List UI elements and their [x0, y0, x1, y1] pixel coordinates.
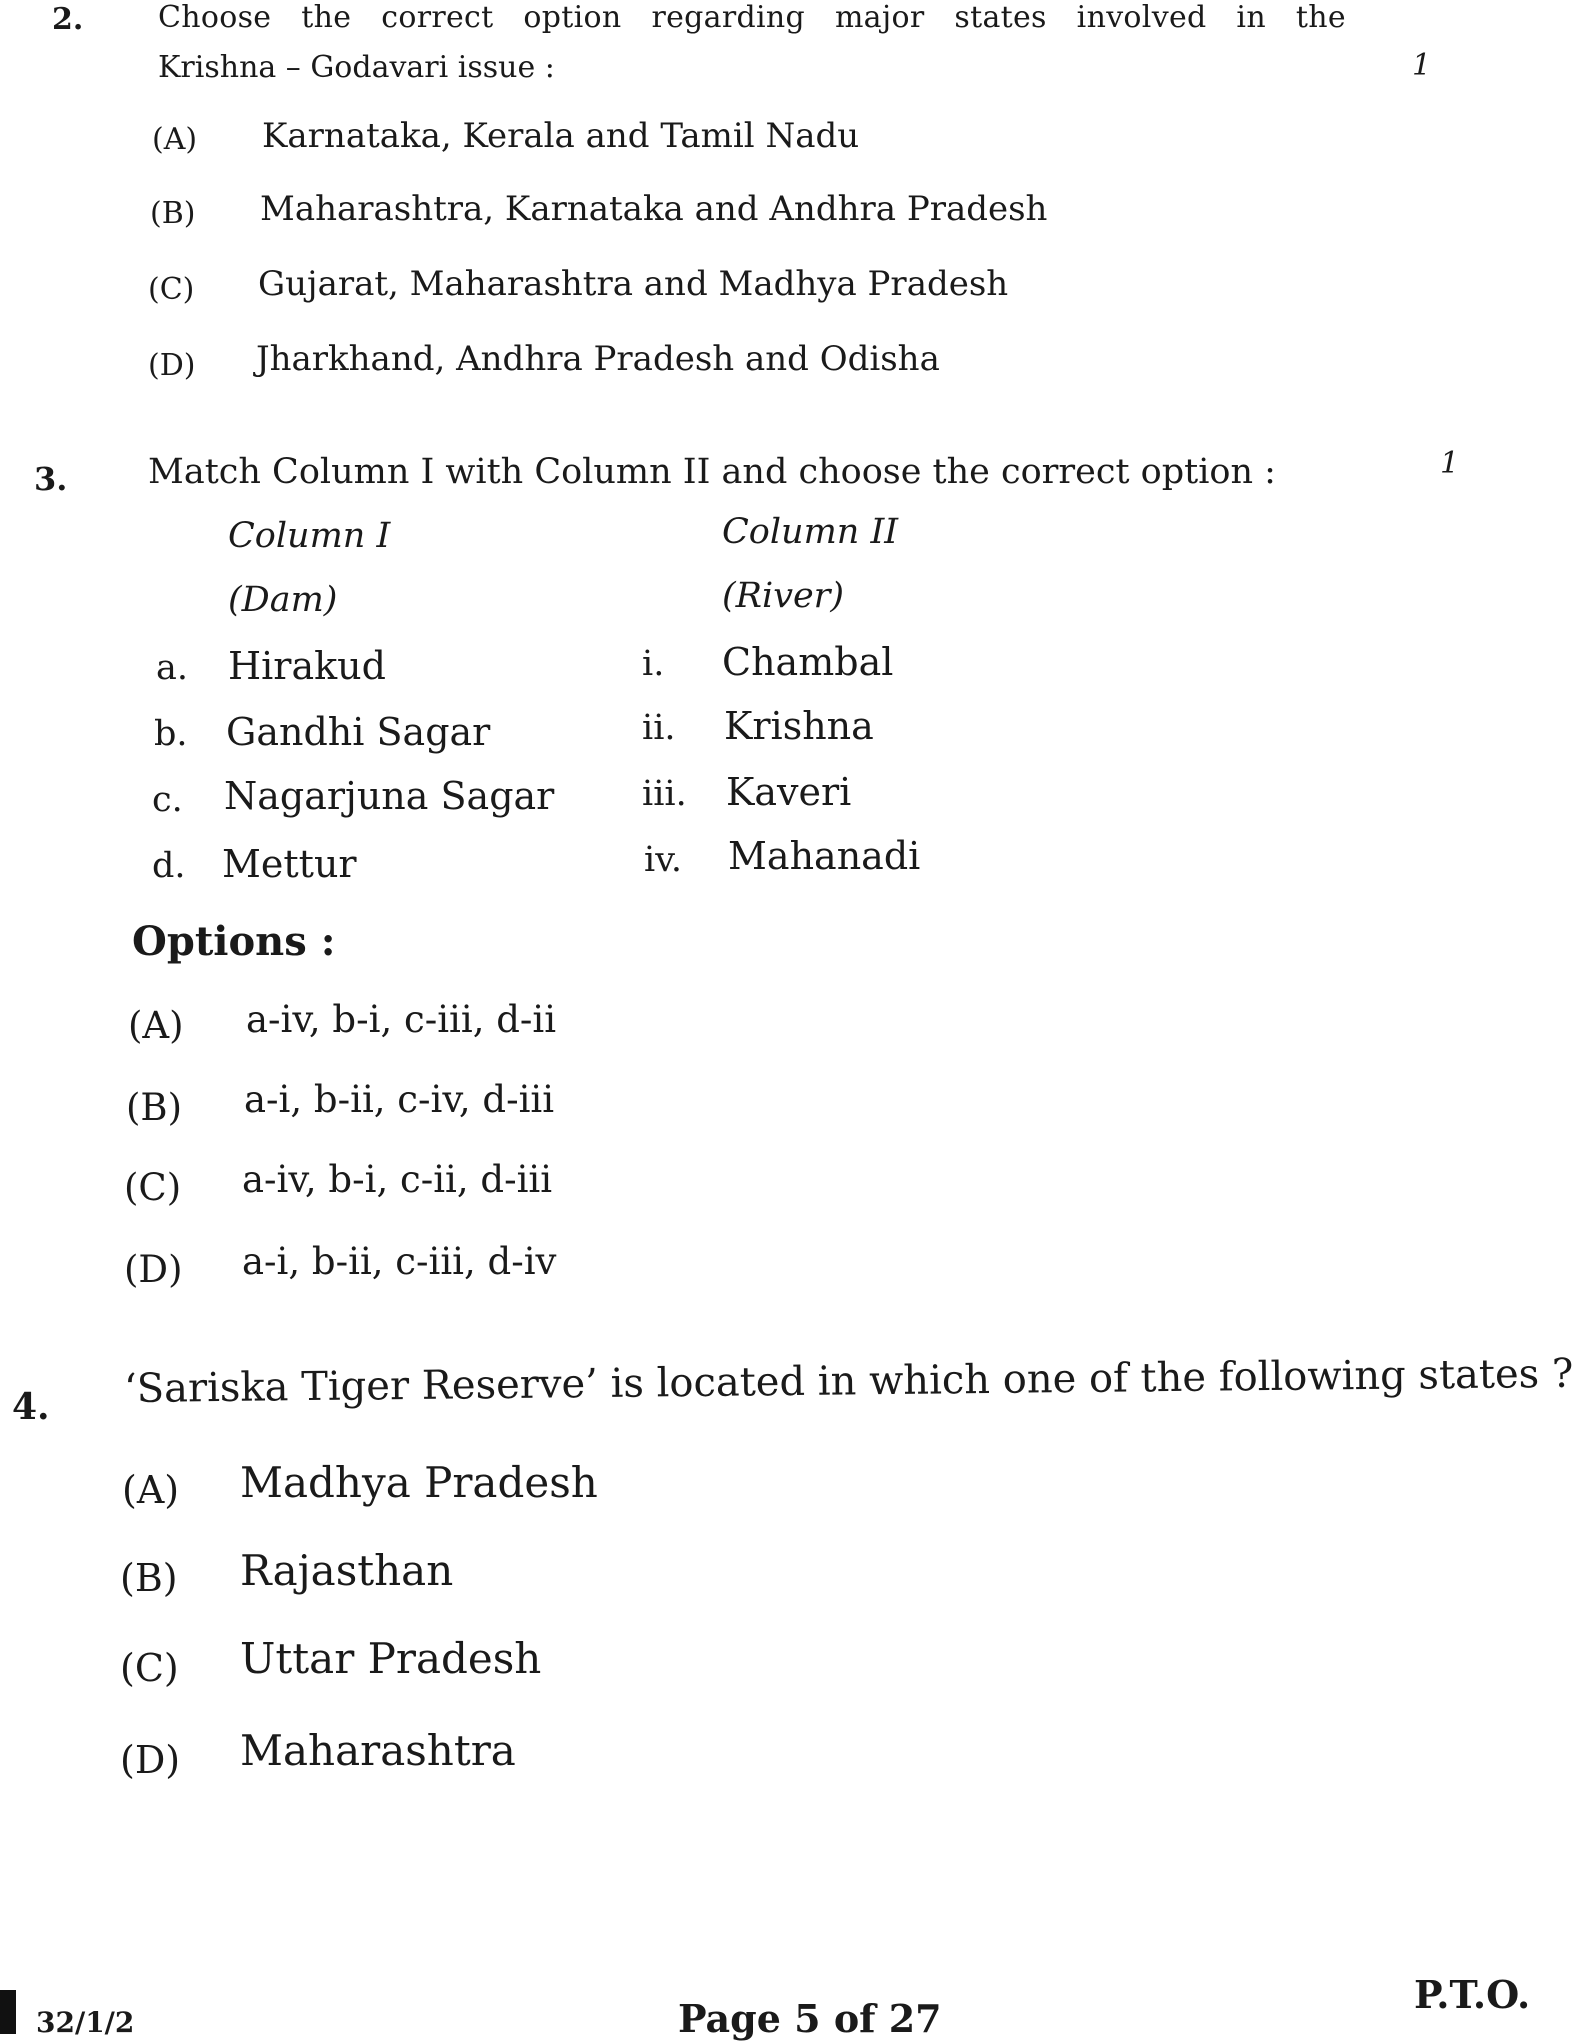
- q2-option-c-text: Gujarat, Maharashtra and Madhya Pradesh: [258, 264, 1009, 304]
- q2-option-b-letter: (B): [150, 196, 196, 231]
- q4-option-b-letter: (B): [120, 1556, 178, 1600]
- q4-option-a-letter: (A): [122, 1468, 180, 1512]
- column2-item-iii-text: Kaveri: [726, 770, 852, 814]
- q3-option-b-letter: (B): [126, 1086, 183, 1129]
- q4-option-c-text: Uttar Pradesh: [240, 1634, 542, 1683]
- question-3-text: Match Column I with Column II and choose the correct option :: [148, 452, 1276, 492]
- column1-item-b-text: Gandhi Sagar: [226, 710, 491, 754]
- column1-title: Column I: [228, 516, 391, 556]
- column1-item-d-text: Mettur: [222, 842, 357, 886]
- q3-option-b-text: a-i, b-ii, c-iv, d-iii: [244, 1078, 555, 1121]
- q2-word: Choose: [158, 0, 272, 35]
- column2-item-iii-label: iii.: [642, 774, 687, 814]
- q4-option-b-text: Rajasthan: [240, 1546, 454, 1595]
- q2-option-a-text: Karnataka, Kerala and Tamil Nadu: [262, 116, 860, 156]
- footer-paper-code: 32/1/2: [36, 2006, 135, 2039]
- column2-title: Column II: [722, 512, 899, 552]
- question-4-number: 4.: [12, 1386, 50, 1428]
- column2-item-iv-label: iv.: [644, 840, 682, 880]
- q2-word: correct: [381, 0, 494, 35]
- question-3-marks: 1: [1440, 446, 1460, 481]
- column2-item-ii-text: Krishna: [724, 704, 874, 748]
- column2-item-ii-label: ii.: [642, 708, 676, 748]
- column2-subtitle: (River): [722, 576, 845, 616]
- footer-margin-bar: [0, 1990, 16, 2034]
- column1-item-c-text: Nagarjuna Sagar: [224, 774, 555, 818]
- question-2-number: 2.: [52, 2, 84, 37]
- footer-page-number: Page 5 of 27: [678, 1996, 942, 2041]
- q2-option-d-letter: (D): [148, 348, 196, 383]
- q3-option-d-text: a-i, b-ii, c-iii, d-iv: [242, 1240, 557, 1283]
- column2-item-i-label: i.: [642, 644, 665, 684]
- question-2-marks: 1: [1412, 48, 1432, 83]
- q4-option-a-text: Madhya Pradesh: [240, 1458, 598, 1507]
- column2-item-iv-text: Mahanadi: [728, 834, 921, 878]
- q3-option-d-letter: (D): [124, 1248, 183, 1291]
- question-4-text: ‘Sariska Tiger Reserve’ is located in which one of the following states ?: [123, 1350, 1574, 1412]
- column2-item-i-text: Chambal: [722, 640, 894, 684]
- q4-option-d-text: Maharashtra: [240, 1726, 516, 1775]
- q4-option-d-letter: (D): [120, 1738, 181, 1782]
- q2-word: regarding: [651, 0, 806, 35]
- q2-word: the: [1295, 0, 1346, 35]
- q2-option-b-text: Maharashtra, Karnataka and Andhra Pradesh: [260, 189, 1048, 229]
- options-heading: Options :: [132, 918, 336, 965]
- question-3-number: 3.: [34, 460, 68, 498]
- question-2-text-line1: [158, 0, 1346, 35]
- q3-option-a-letter: (A): [128, 1004, 184, 1047]
- q2-word: major: [834, 0, 925, 35]
- q3-option-c-letter: (C): [124, 1166, 182, 1209]
- q2-option-c-letter: (C): [148, 272, 195, 307]
- column1-item-a-text: Hirakud: [228, 644, 386, 688]
- column1-subtitle: (Dam): [228, 580, 338, 620]
- footer-pto: P.T.O.: [1414, 1972, 1531, 2017]
- q2-word: involved: [1076, 0, 1207, 35]
- q2-word: in: [1236, 0, 1266, 35]
- column1-item-a-label: a.: [156, 648, 188, 688]
- column1-item-d-label: d.: [152, 846, 186, 886]
- q4-option-c-letter: (C): [120, 1646, 179, 1690]
- q2-option-d-text: Jharkhand, Andhra Pradesh and Odisha: [256, 339, 940, 379]
- column1-item-c-label: c.: [152, 780, 183, 820]
- q2-word: option: [523, 0, 622, 35]
- q2-option-a-letter: (A): [152, 122, 198, 157]
- column1-item-b-label: b.: [154, 714, 188, 754]
- q2-word: states: [954, 0, 1047, 35]
- q3-option-a-text: a-iv, b-i, c-iii, d-ii: [246, 998, 557, 1041]
- question-2-text-line2: Krishna – Godavari issue :: [158, 50, 555, 85]
- q2-word: the: [301, 0, 352, 35]
- q3-option-c-text: a-iv, b-i, c-ii, d-iii: [242, 1158, 553, 1201]
